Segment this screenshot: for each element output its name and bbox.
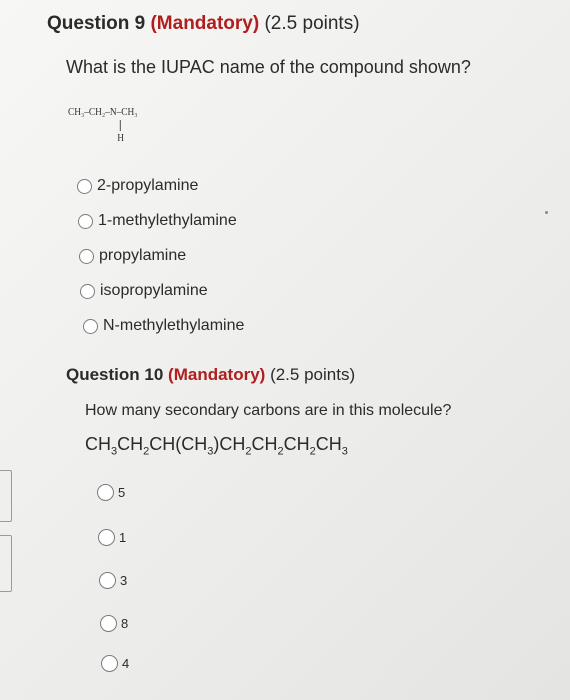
q10-option-label: 3	[120, 573, 128, 588]
question-9-title: Question 9	[47, 13, 146, 34]
question-10-formula	[85, 434, 348, 458]
formula-sub: 2	[277, 445, 284, 458]
q9-option-label: 2-propylamine	[97, 177, 199, 194]
q10-option-label: 4	[122, 656, 130, 671]
formula-part: CH	[315, 434, 342, 454]
radio-icon[interactable]	[83, 319, 98, 334]
radio-icon[interactable]	[101, 655, 118, 672]
q10-option-label: 1	[119, 530, 127, 545]
q10-option-label: 5	[118, 485, 126, 500]
q9-option-4[interactable]	[80, 282, 208, 300]
radio-icon[interactable]	[77, 179, 92, 194]
question-10-mandatory: (Mandatory)	[168, 365, 266, 384]
formula-part: CH	[283, 434, 310, 454]
q9-option-label: N-methylethylamine	[103, 317, 245, 334]
q9-option-3[interactable]	[79, 247, 186, 265]
q10-option-4[interactable]	[100, 615, 128, 632]
structure-bond	[120, 120, 121, 131]
q10-option-label: 8	[121, 616, 129, 631]
radio-icon[interactable]	[98, 529, 115, 546]
q10-option-2[interactable]	[98, 529, 126, 546]
question-10-title: Question 10	[66, 365, 164, 384]
formula-part: CH	[251, 434, 278, 454]
radio-icon[interactable]	[99, 572, 116, 589]
formula-sub: 3	[341, 445, 348, 458]
radio-icon[interactable]	[78, 214, 93, 229]
formula-sub: 2	[309, 445, 316, 458]
question-9-mandatory: (Mandatory)	[150, 13, 260, 34]
formula-sub: 3	[111, 445, 118, 458]
radio-icon[interactable]	[79, 249, 94, 264]
question-9-prompt: What is the IUPAC name of the compound shown?	[66, 57, 471, 77]
q9-option-5[interactable]	[83, 317, 244, 335]
q9-option-label: 1-methylethylamine	[98, 212, 237, 229]
q10-option-5[interactable]	[101, 655, 129, 672]
q10-option-3[interactable]	[99, 572, 127, 589]
question-10-points: (2.5 points)	[270, 365, 356, 384]
question-10-prompt: How many secondary carbons are in this molecule?	[85, 402, 452, 419]
left-edge-panel	[0, 470, 12, 522]
q9-option-label: isopropylamine	[100, 282, 208, 299]
formula-sub: 3	[207, 445, 214, 458]
radio-icon[interactable]	[100, 615, 117, 632]
left-edge-panel	[0, 535, 12, 592]
q9-option-1[interactable]	[77, 177, 198, 195]
formula-part: )CH	[213, 434, 246, 454]
q9-option-2[interactable]	[78, 212, 237, 230]
formula-part: CH	[117, 434, 144, 454]
radio-icon[interactable]	[80, 284, 95, 299]
structure-main-chain: CH₃–CH₂–N–CH₃	[68, 106, 138, 118]
question-9-header	[47, 13, 360, 35]
question-10-header	[66, 365, 355, 385]
screen-speck	[545, 211, 548, 214]
question-9-points: (2.5 points)	[264, 13, 360, 34]
formula-sub: 2	[143, 445, 150, 458]
structure-hydrogen: H	[117, 132, 125, 144]
formula-part: CH(CH	[149, 434, 208, 454]
q9-option-label: propylamine	[99, 247, 187, 264]
formula-sub: 2	[245, 445, 252, 458]
question-9-structure	[68, 106, 138, 144]
formula-part: CH	[85, 434, 111, 454]
q10-option-1[interactable]	[97, 484, 125, 501]
radio-icon[interactable]	[97, 484, 114, 501]
